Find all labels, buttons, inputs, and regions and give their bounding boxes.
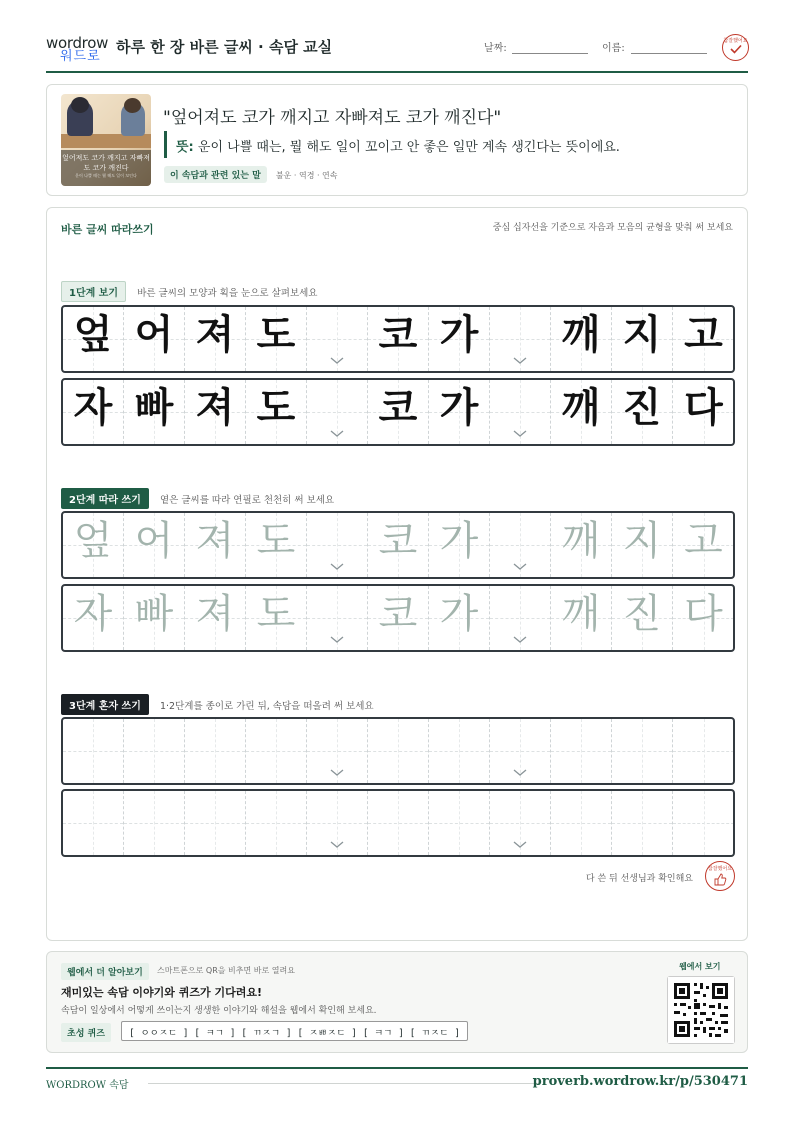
- trace-character: 엎: [73, 518, 113, 564]
- grid-cell[interactable]: [673, 791, 734, 855]
- grid-cell[interactable]: [124, 513, 185, 577]
- grid-cell[interactable]: [307, 586, 368, 650]
- grid-cell[interactable]: [612, 513, 673, 577]
- model-character: 깨: [561, 384, 601, 431]
- date-label: 날짜:: [484, 43, 507, 54]
- grid-cell: [551, 307, 612, 371]
- trace-character: 어: [134, 518, 174, 564]
- grid-cell[interactable]: [185, 513, 246, 577]
- grid-cell[interactable]: [124, 719, 185, 783]
- grid-cell: [673, 307, 734, 371]
- qr-label: 웹에서 보기: [679, 962, 721, 971]
- model-character: 져: [195, 311, 235, 358]
- space-chevron-icon: [330, 636, 344, 643]
- step-2-header: [61, 488, 334, 509]
- grid-cell: [124, 307, 185, 371]
- grid-cell: [612, 307, 673, 371]
- grid-cell: [490, 380, 551, 444]
- trace-character: 도: [256, 518, 296, 564]
- illustration-caption: 엎어져도 코가 깨지고 자빠져도 코가 깨진다 운이 나쁠 때는 뭘 해도 일이 꼬인다: [61, 150, 151, 186]
- date-field[interactable]: [512, 53, 588, 54]
- tracing-row[interactable]: [61, 584, 735, 652]
- model-character: 진: [622, 384, 662, 431]
- proverb-illustration: [61, 94, 151, 186]
- step-1-header: [61, 281, 317, 302]
- grid-cell: [307, 380, 368, 444]
- step-1-desc: 바른 글씨의 모양과 획을 눈으로 살펴보세요: [137, 287, 318, 299]
- model-character: 코: [378, 384, 418, 431]
- space-chevron-icon: [513, 769, 527, 776]
- model-character: 자: [73, 384, 113, 431]
- teacher-stamp-text: 참잘했어요: [707, 866, 733, 872]
- logo-subtext: 워드로: [60, 49, 101, 64]
- thumbs-up-icon: [713, 872, 727, 886]
- grid-cell[interactable]: [490, 513, 551, 577]
- grid-cell[interactable]: [673, 513, 734, 577]
- qr-code-icon: [668, 977, 734, 1043]
- grid-cell[interactable]: [124, 586, 185, 650]
- space-chevron-icon: [330, 769, 344, 776]
- grid-cell[interactable]: [246, 586, 307, 650]
- space-chevron-icon: [330, 841, 344, 848]
- grid-cell[interactable]: [185, 719, 246, 783]
- trace-character: 빠: [134, 591, 174, 637]
- trace-character: 다: [684, 591, 723, 637]
- grid-cell[interactable]: [63, 513, 124, 577]
- space-chevron-icon: [330, 563, 344, 570]
- grid-cell[interactable]: [612, 719, 673, 783]
- grid-cell: [246, 380, 307, 444]
- space-chevron-icon: [513, 357, 527, 364]
- trace-character: 가: [439, 518, 479, 564]
- model-character: 도: [256, 384, 296, 431]
- model-character: 어: [134, 311, 174, 358]
- grid-cell[interactable]: [368, 586, 429, 650]
- web-promo-card: [46, 951, 748, 1053]
- step-3-header: [61, 694, 374, 715]
- space-chevron-icon: [330, 357, 344, 364]
- teacher-check-note: 다 쓴 뒤 선생님과 확인해요: [585, 874, 693, 884]
- grid-cell: [673, 380, 734, 444]
- model-character: 고: [684, 311, 723, 358]
- model-character: 가: [439, 384, 479, 431]
- trace-character: 지: [622, 518, 662, 564]
- practice-card: [46, 207, 748, 941]
- model-character: 도: [256, 311, 296, 358]
- quiz-label: 초성 퀴즈: [61, 1023, 111, 1042]
- grid-cell: [368, 380, 429, 444]
- grid-cell[interactable]: [307, 791, 368, 855]
- chosung-quiz: [ ㅇㅇㅈㄷ ] [ ㅋㄱ ] [ ㄲㅈㄱ ] [ ㅈㅃㅈㄷ ] [ ㅋㄱ ] [ ㄲㅈㄷ ]: [121, 1021, 468, 1041]
- footer-rule: [148, 1083, 538, 1084]
- model-character: 빠: [134, 384, 174, 431]
- grid-cell[interactable]: [673, 586, 734, 650]
- grid-cell[interactable]: [490, 791, 551, 855]
- grid-cell[interactable]: [612, 791, 673, 855]
- proverb-meaning: [164, 131, 620, 158]
- trace-character: 져: [195, 591, 235, 637]
- approval-stamp: [722, 34, 749, 61]
- grid-cell[interactable]: [63, 586, 124, 650]
- web-title: 재미있는 속담 이야기와 퀴즈가 기다려요!: [61, 986, 262, 999]
- trace-character: 깨: [561, 591, 601, 637]
- trace-character: 진: [622, 591, 662, 637]
- grid-cell[interactable]: [246, 791, 307, 855]
- grid-cell: [185, 380, 246, 444]
- trace-character: 가: [439, 591, 479, 637]
- grid-cell: [124, 380, 185, 444]
- trace-character: 코: [378, 591, 418, 637]
- model-character: 가: [439, 311, 479, 358]
- grid-cell: [490, 307, 551, 371]
- meaning-text: 운이 나쁠 때는, 뭘 해도 일이 꼬이고 안 좋은 일만 계속 생긴다는 뜻이에요.: [197, 140, 620, 155]
- meaning-label: 뜻:: [176, 140, 194, 155]
- grid-cell[interactable]: [429, 513, 490, 577]
- grid-cell[interactable]: [673, 719, 734, 783]
- grid-cell[interactable]: [551, 513, 612, 577]
- related-label: 이 속담과 관련 있는 말: [164, 166, 267, 183]
- grid-cell: [612, 380, 673, 444]
- space-chevron-icon: [513, 636, 527, 643]
- grid-cell[interactable]: [185, 791, 246, 855]
- grid-cell[interactable]: [368, 513, 429, 577]
- proverb-title: "엎어져도 코가 깨지고 자빠져도 코가 깨진다": [163, 108, 502, 128]
- blank-writing-row[interactable]: [61, 717, 735, 785]
- grid-cell[interactable]: [307, 513, 368, 577]
- grid-cell: [307, 307, 368, 371]
- space-chevron-icon: [513, 430, 527, 437]
- grid-cell[interactable]: [429, 791, 490, 855]
- grid-cell: [551, 380, 612, 444]
- trace-character: 고: [684, 518, 723, 564]
- step-2-desc: 옅은 글씨를 따라 연필로 천천히 써 보세요: [159, 494, 335, 506]
- stamp-text: 참잘했어요: [723, 38, 748, 44]
- name-label: 이름:: [602, 43, 625, 54]
- grid-cell[interactable]: [551, 791, 612, 855]
- model-character: 져: [195, 384, 235, 431]
- space-chevron-icon: [513, 563, 527, 570]
- qr-code[interactable]: [667, 976, 735, 1044]
- grid-cell[interactable]: [124, 791, 185, 855]
- writing-row: [61, 378, 735, 446]
- related-tags: 불운 · 역경 · 연속: [275, 171, 338, 180]
- grid-cell[interactable]: [307, 719, 368, 783]
- trace-character: 도: [256, 591, 296, 637]
- tracing-row[interactable]: [61, 511, 735, 579]
- checkmark-icon: [730, 44, 742, 54]
- grid-cell[interactable]: [490, 719, 551, 783]
- grid-cell[interactable]: [368, 791, 429, 855]
- grid-cell[interactable]: [612, 586, 673, 650]
- grid-cell[interactable]: [63, 791, 124, 855]
- grid-cell: [429, 380, 490, 444]
- web-hint: 스마트폰으로 QR을 비추면 바로 열려요: [157, 966, 295, 975]
- model-character: 지: [622, 311, 662, 358]
- footer-brand: WORDROW 속담: [46, 1080, 129, 1091]
- grid-cell: [185, 307, 246, 371]
- step-2-badge: 2단계 따라 쓰기: [61, 488, 149, 509]
- footer-divider: [46, 1067, 748, 1069]
- grid-cell[interactable]: [429, 586, 490, 650]
- grid-cell: [429, 307, 490, 371]
- model-character: 코: [378, 311, 418, 358]
- trace-character: 깨: [561, 518, 601, 564]
- grid-cell[interactable]: [490, 586, 551, 650]
- grid-cell[interactable]: [551, 719, 612, 783]
- grid-cell[interactable]: [246, 719, 307, 783]
- grid-cell[interactable]: [246, 513, 307, 577]
- space-chevron-icon: [330, 430, 344, 437]
- grid-cell[interactable]: [185, 586, 246, 650]
- grid-cell[interactable]: [551, 586, 612, 650]
- writing-row: [61, 305, 735, 373]
- proverb-card: [46, 84, 748, 196]
- grid-cell: [63, 380, 124, 444]
- space-chevron-icon: [513, 841, 527, 848]
- practice-section-title: 바른 글씨 따라쓰기: [61, 223, 154, 236]
- model-character: 엎: [73, 311, 113, 358]
- practice-section-hint: 중심 십자선을 기준으로 자음과 모음의 균형을 맞춰 써 보세요: [492, 223, 733, 233]
- grid-cell[interactable]: [429, 719, 490, 783]
- worksheet-header: [46, 30, 748, 73]
- grid-cell[interactable]: [63, 719, 124, 783]
- step-3-badge: 3단계 혼자 쓰기: [61, 694, 149, 715]
- teacher-stamp: [705, 861, 735, 891]
- footer-url[interactable]: proverb.wordrow.kr/p/530471: [532, 1074, 748, 1089]
- web-badge: 웹에서 더 알아보기: [61, 963, 149, 980]
- web-desc: 속담이 일상에서 어떻게 쓰이는지 생생한 이야기와 해설을 웹에서 확인해 보세요.: [61, 1006, 377, 1016]
- name-field[interactable]: [631, 53, 707, 54]
- model-character: 깨: [561, 311, 601, 358]
- grid-cell: [63, 307, 124, 371]
- related-words: [164, 163, 338, 183]
- step-3-desc: 1·2단계를 종이로 가린 뒤, 속담을 떠올려 써 보세요: [159, 700, 374, 712]
- blank-writing-row[interactable]: [61, 789, 735, 857]
- trace-character: 코: [378, 518, 418, 564]
- wordrow-logo: [46, 34, 108, 64]
- grid-cell: [246, 307, 307, 371]
- logo-text: wordrow: [46, 34, 109, 52]
- step-1-badge: 1단계 보기: [61, 281, 126, 302]
- trace-character: 자: [73, 591, 113, 637]
- grid-cell: [368, 307, 429, 371]
- trace-character: 져: [195, 518, 235, 564]
- worksheet-title: 하루 한 장 바른 글씨 · 속담 교실: [116, 38, 333, 56]
- model-character: 다: [684, 384, 723, 431]
- grid-cell[interactable]: [368, 719, 429, 783]
